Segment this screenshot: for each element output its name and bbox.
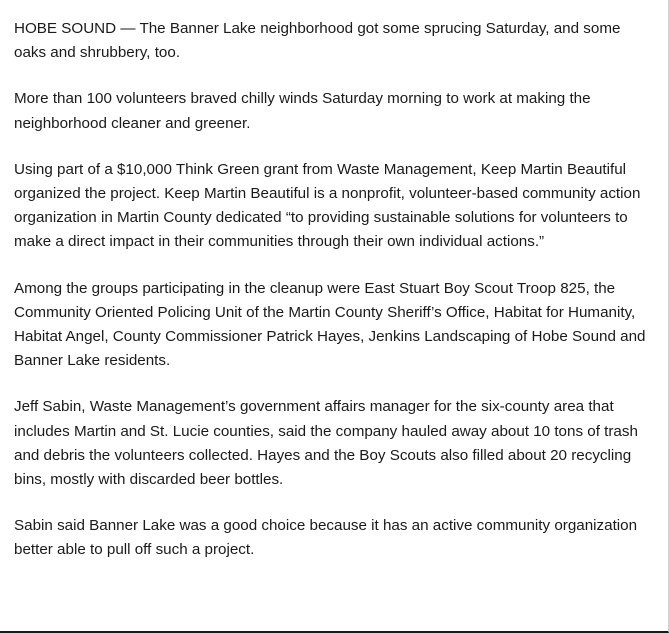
article-paragraph-3: Using part of a $10,000 Think Green grant from Waste Management, Keep Martin Beautiful organized the project. Keep Martin Beautiful is a nonprofit, volunteer-based community action organization in Martin County dedicated “to providing sustainable solutions for volunteers to make a direct impact in their communities through their own individual actions.” xyxy=(14,160,641,251)
article-paragraph-5: Jeff Sabin, Waste Management’s government affairs manager for the six-county area that includes Martin and St. Lucie counties, said the company hauled away about 10 tons of trash and debris the volunteers collected. Hayes and the Boy Scouts also filled about 20 recycling bins, mostly with discarded beer bottles. xyxy=(14,398,638,489)
article-paragraph-4: Among the groups participating in the cleanup were East Stuart Boy Scout Troop 825, the Community Oriented Policing Unit of the Martin County Sheriff’s Office, Habitat for Humanity, Habitat Angel, County Commissioner Patrick Hayes, Jenkins Landscaping of Hobe Sound and Banner Lake residents. xyxy=(14,279,646,370)
article-paragraph-2: More than 100 volunteers braved chilly winds Saturday morning to work at making the neighborhood cleaner and greener. xyxy=(14,90,591,132)
article-paragraph-6: Sabin said Banner Lake was a good choice because it has an active community organization better able to pull off such a project. xyxy=(14,517,638,559)
article-paragraph-1: HOBE SOUND — The Banner Lake neighborhood got some sprucing Saturday, and some oaks and shrubbery, too. xyxy=(14,20,621,62)
article-body xyxy=(14,17,654,563)
